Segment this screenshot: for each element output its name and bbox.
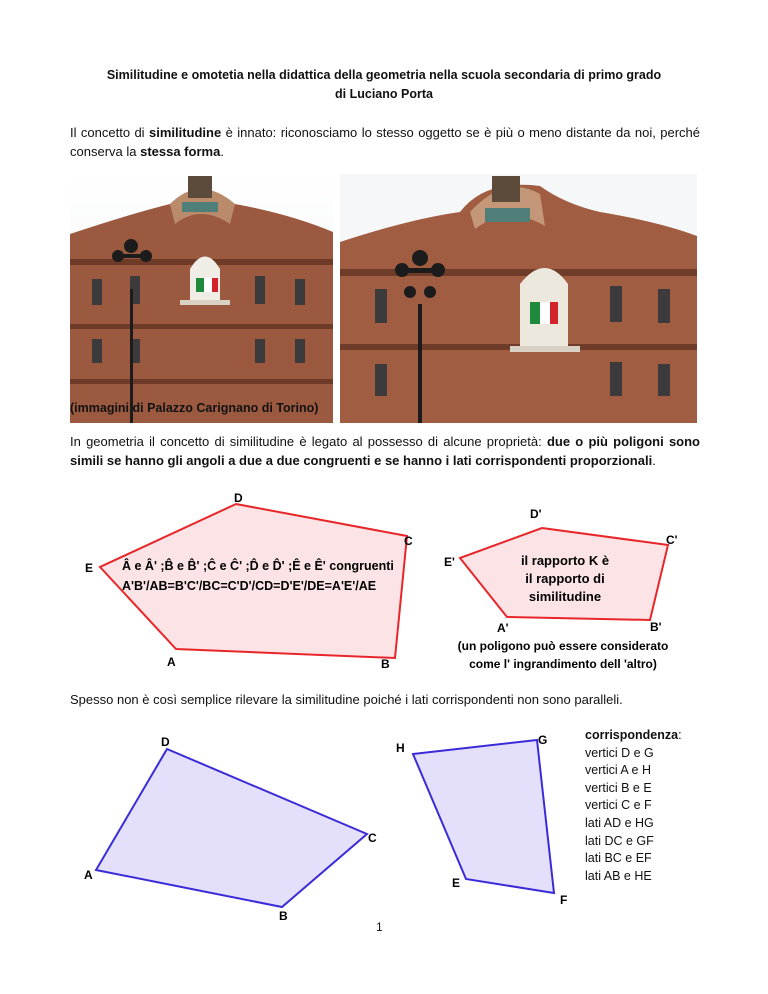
correspondence-item: vertici D e G	[585, 745, 654, 760]
ratio-k-line-2: il rapporto di	[525, 571, 605, 586]
intro-text: .	[220, 144, 224, 159]
quadrilateral-ABCD	[96, 749, 367, 907]
intro-bold-similitudine: similitudine	[148, 125, 222, 140]
correspondence-colon: :	[678, 728, 682, 742]
correspondence-item: vertici C e F	[585, 798, 652, 813]
ratio-k-line-3: similitudine	[528, 589, 602, 604]
images-caption: (immagini di Palazzo Carignano di Torino)	[70, 401, 319, 415]
angles-congruent-text: Â e Â' ;B̂ e B̂' ;Ĉ e Ĉ' ;D̂ e D̂' ;Ê e Ê' congruenti	[122, 559, 394, 573]
title-line-2: di Luciano Porta	[335, 87, 433, 101]
title-line-1: Similitudine e omotetia nella didattica della geometria nella scuola secondaria di primo grado	[106, 68, 662, 82]
definition-bold: due o più poligoni sono simili se hanno gli angoli a due a due congruenti e se hanno i lati corrispondenti proporzionali	[70, 434, 700, 468]
vertex-label-D: D	[234, 491, 243, 505]
quadrilateral-EFGH	[413, 740, 554, 893]
definition-text: .	[652, 453, 656, 468]
definition-text: In geometria il concetto di similitudine è legato al possesso di alcune proprietà:	[70, 434, 547, 449]
quad-label-B: B	[279, 909, 288, 923]
quad-label-A: A	[84, 868, 93, 882]
side-ratios-text: A'B'/AB=B'C'/BC=C'D'/CD=D'E'/DE=A'E'/AE	[122, 579, 377, 593]
vertex-label-C: C	[404, 534, 413, 548]
correspondence-item: lati AD e HG	[585, 815, 654, 830]
page-number: 1	[376, 920, 383, 934]
quad-label-C: C	[368, 831, 377, 845]
correspondence-item: lati DC e GF	[585, 833, 654, 848]
vertex-label-B: B	[381, 657, 390, 671]
correspondence-item: lati AB e HE	[585, 868, 652, 883]
vertex-label-E-prime: E'	[444, 555, 455, 569]
quad-label-D: D	[161, 735, 170, 749]
vertex-label-C-prime: C'	[666, 533, 678, 547]
vertex-label-A-prime: A'	[497, 621, 509, 635]
quad-label-G: G	[538, 733, 548, 747]
correspondence-list	[585, 727, 682, 885]
vertex-label-E: E	[85, 561, 94, 575]
ratio-k-line-1: il rapporto K è	[520, 553, 610, 568]
correspondence-heading-bold: corrispondenza	[585, 728, 679, 742]
correspondence-item: vertici B e E	[585, 780, 652, 795]
vertex-label-B-prime: B'	[650, 620, 662, 634]
correspondence-heading	[585, 727, 682, 745]
quad-label-E: E	[452, 876, 461, 890]
intro-text: Il concetto di	[70, 125, 149, 140]
intro-text: è innato: riconosciamo lo stesso oggetto se è più o meno distante da noi, perché conserva la	[70, 125, 700, 159]
intro-bold-forma: stessa forma	[140, 144, 221, 159]
vertex-label-D-prime: D'	[530, 507, 542, 521]
enlargement-note-line-1: (un poligono può essere considerato	[457, 639, 669, 653]
vertex-label-A: A	[167, 655, 176, 669]
enlargement-note-line-2: come l' ingrandimento dell 'altro)	[469, 657, 657, 671]
quad-label-F: F	[560, 893, 568, 907]
parallel-note: Spesso non è così semplice rilevare la similitudine poiché i lati corrispondenti non sono paralleli.	[70, 692, 623, 707]
quad-label-H: H	[396, 741, 405, 755]
correspondence-item: lati BC e EF	[585, 851, 652, 866]
correspondence-item: vertici A e H	[585, 763, 651, 778]
